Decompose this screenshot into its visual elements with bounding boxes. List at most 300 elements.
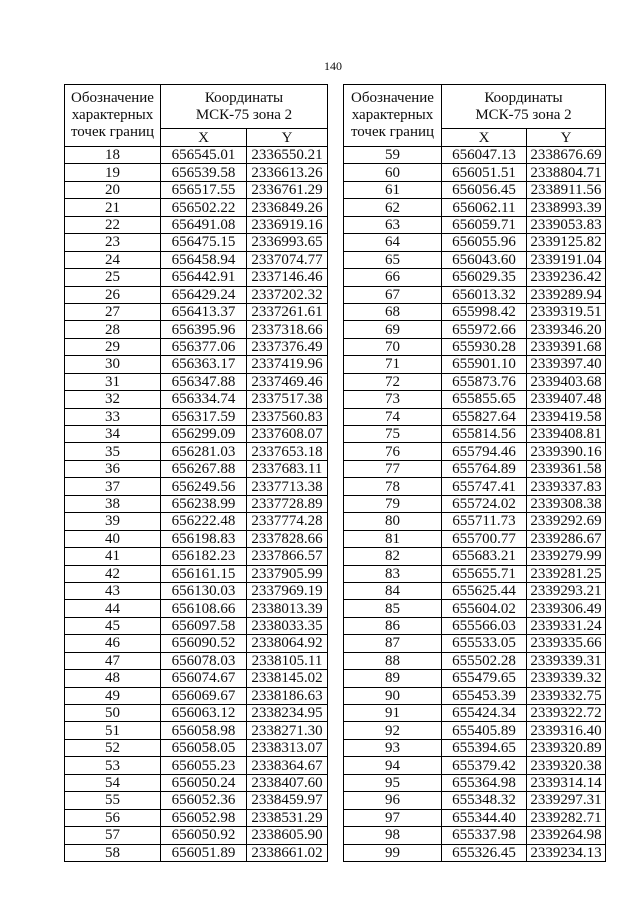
- table-row: [65, 164, 328, 181]
- point-number: 79: [344, 495, 442, 512]
- point-number: 29: [65, 338, 161, 355]
- x-coordinate: 656097.58: [161, 617, 247, 634]
- x-coordinate: 656055.23: [161, 757, 247, 774]
- point-number: 52: [65, 739, 161, 756]
- point-number: 82: [344, 548, 442, 565]
- point-label-header: Обозначение характерных точек границ: [344, 85, 442, 147]
- x-coordinate: 655453.39: [442, 687, 527, 704]
- y-coordinate: 2337376.49: [247, 338, 328, 355]
- point-number: 55: [65, 792, 161, 809]
- y-coordinate: 2338145.02: [247, 670, 328, 687]
- table-row: [344, 792, 606, 809]
- point-number: 53: [65, 757, 161, 774]
- point-number: 44: [65, 600, 161, 617]
- point-number: 22: [65, 216, 161, 233]
- x-coordinate: 655566.03: [442, 617, 527, 634]
- x-coordinate: 656058.98: [161, 722, 247, 739]
- y-coordinate: 2338271.30: [247, 722, 328, 739]
- table-row: [65, 321, 328, 338]
- x-coordinate: 656267.88: [161, 460, 247, 477]
- y-coordinate: 2338676.69: [527, 147, 606, 164]
- x-coordinate: 656238.99: [161, 495, 247, 512]
- y-coordinate: 2337774.28: [247, 513, 328, 530]
- x-coordinate: 656062.11: [442, 199, 527, 216]
- table-row: [344, 216, 606, 233]
- y-coordinate: 2339391.68: [527, 338, 606, 355]
- point-number: 49: [65, 687, 161, 704]
- y-coordinate: 2339306.49: [527, 600, 606, 617]
- y-coordinate: 2338033.35: [247, 617, 328, 634]
- point-number: 26: [65, 286, 161, 303]
- y-coordinate: 2337683.11: [247, 460, 328, 477]
- x-coordinate: 656074.67: [161, 670, 247, 687]
- y-coordinate: 2339322.72: [527, 705, 606, 722]
- point-number: 91: [344, 705, 442, 722]
- table-row: [344, 844, 606, 861]
- x-coordinate: 655337.98: [442, 827, 527, 844]
- table-row: [65, 582, 328, 599]
- table-row: [344, 635, 606, 652]
- table-row: [65, 792, 328, 809]
- table-row: [344, 338, 606, 355]
- x-coordinate: 655998.42: [442, 303, 527, 320]
- y-coordinate: 2337653.18: [247, 443, 328, 460]
- table-row: [65, 635, 328, 652]
- x-coordinate: 656051.51: [442, 164, 527, 181]
- y-coordinate: 2337469.46: [247, 373, 328, 390]
- y-coordinate: 2339332.75: [527, 687, 606, 704]
- table-row: [344, 548, 606, 565]
- x-coordinate: 655901.10: [442, 356, 527, 373]
- x-coordinate: 656458.94: [161, 251, 247, 268]
- y-coordinate: 2339281.25: [527, 565, 606, 582]
- coordinates-header: Координаты МСК-75 зона 2: [161, 85, 328, 129]
- x-coordinate: 656249.56: [161, 478, 247, 495]
- point-number: 67: [344, 286, 442, 303]
- x-coordinate: 655764.89: [442, 460, 527, 477]
- table-row: [344, 827, 606, 844]
- table-row: [344, 495, 606, 512]
- x-coordinate: 656069.67: [161, 687, 247, 704]
- y-coordinate: 2339346.20: [527, 321, 606, 338]
- point-number: 64: [344, 234, 442, 251]
- x-coordinate: 656051.89: [161, 844, 247, 861]
- y-coordinate: 2337969.19: [247, 582, 328, 599]
- table-row: [65, 722, 328, 739]
- point-number: 60: [344, 164, 442, 181]
- point-number: 25: [65, 269, 161, 286]
- coordinates-table-left: [64, 84, 328, 862]
- point-number: 33: [65, 408, 161, 425]
- table-row: [65, 600, 328, 617]
- point-number: 36: [65, 460, 161, 477]
- y-header: Y: [527, 129, 606, 147]
- y-coordinate: 2338364.67: [247, 757, 328, 774]
- y-coordinate: 2338186.63: [247, 687, 328, 704]
- point-number: 19: [65, 164, 161, 181]
- x-coordinate: 656502.22: [161, 199, 247, 216]
- x-coordinate: 655344.40: [442, 809, 527, 826]
- x-coordinate: 656078.03: [161, 652, 247, 669]
- x-coordinate: 655972.66: [442, 321, 527, 338]
- x-coordinate: 656334.74: [161, 391, 247, 408]
- table-row: [344, 408, 606, 425]
- table-row: [65, 303, 328, 320]
- point-number: 58: [65, 844, 161, 861]
- y-coordinate: 2339407.48: [527, 391, 606, 408]
- y-coordinate: 2339316.40: [527, 722, 606, 739]
- x-coordinate: 656052.98: [161, 809, 247, 826]
- x-coordinate: 656052.36: [161, 792, 247, 809]
- point-number: 21: [65, 199, 161, 216]
- y-coordinate: 2338459.97: [247, 792, 328, 809]
- y-coordinate: 2339337.83: [527, 478, 606, 495]
- point-number: 56: [65, 809, 161, 826]
- point-number: 81: [344, 530, 442, 547]
- x-coordinate: 656198.83: [161, 530, 247, 547]
- point-number: 37: [65, 478, 161, 495]
- table-row: [344, 809, 606, 826]
- point-number: 84: [344, 582, 442, 599]
- table-row: [65, 652, 328, 669]
- x-coordinate: 655348.32: [442, 792, 527, 809]
- table-row: [65, 147, 328, 164]
- x-coordinate: 656281.03: [161, 443, 247, 460]
- y-coordinate: 2339331.24: [527, 617, 606, 634]
- table-row: [65, 513, 328, 530]
- x-coordinate: 656050.92: [161, 827, 247, 844]
- point-number: 70: [344, 338, 442, 355]
- x-coordinate: 656347.88: [161, 373, 247, 390]
- table-row: [344, 757, 606, 774]
- x-coordinate: 656299.09: [161, 426, 247, 443]
- y-header: Y: [247, 129, 328, 147]
- table-row: [344, 269, 606, 286]
- point-number: 31: [65, 373, 161, 390]
- x-coordinate: 655405.89: [442, 722, 527, 739]
- y-coordinate: 2339320.38: [527, 757, 606, 774]
- table-row: [65, 234, 328, 251]
- table-row: [65, 705, 328, 722]
- y-coordinate: 2339293.21: [527, 582, 606, 599]
- x-coordinate: 655364.98: [442, 774, 527, 791]
- y-coordinate: 2337146.46: [247, 269, 328, 286]
- table-row: [344, 373, 606, 390]
- point-number: 41: [65, 548, 161, 565]
- table-row: [344, 426, 606, 443]
- x-coordinate: 655700.77: [442, 530, 527, 547]
- y-coordinate: 2337318.66: [247, 321, 328, 338]
- point-number: 88: [344, 652, 442, 669]
- x-coordinate: 656029.35: [442, 269, 527, 286]
- table-row: [65, 286, 328, 303]
- y-coordinate: 2338105.11: [247, 652, 328, 669]
- point-number: 71: [344, 356, 442, 373]
- table-body: [344, 147, 606, 862]
- point-number: 86: [344, 617, 442, 634]
- point-number: 73: [344, 391, 442, 408]
- y-coordinate: 2339292.69: [527, 513, 606, 530]
- y-coordinate: 2337728.89: [247, 495, 328, 512]
- table-row: [344, 513, 606, 530]
- x-coordinate: 656395.96: [161, 321, 247, 338]
- y-coordinate: 2339286.67: [527, 530, 606, 547]
- y-coordinate: 2336761.29: [247, 181, 328, 198]
- x-coordinate: 656090.52: [161, 635, 247, 652]
- point-number: 87: [344, 635, 442, 652]
- point-number: 61: [344, 181, 442, 198]
- x-coordinate: 655711.73: [442, 513, 527, 530]
- table-row: [65, 757, 328, 774]
- y-coordinate: 2339289.94: [527, 286, 606, 303]
- table-row: [344, 234, 606, 251]
- table-row: [65, 670, 328, 687]
- y-coordinate: 2339264.98: [527, 827, 606, 844]
- point-number: 38: [65, 495, 161, 512]
- table-row: [65, 809, 328, 826]
- point-number: 24: [65, 251, 161, 268]
- y-coordinate: 2338313.07: [247, 739, 328, 756]
- x-header: X: [442, 129, 527, 147]
- table-row: [65, 739, 328, 756]
- y-coordinate: 2339236.42: [527, 269, 606, 286]
- y-coordinate: 2337608.07: [247, 426, 328, 443]
- y-coordinate: 2339339.32: [527, 670, 606, 687]
- x-coordinate: 655930.28: [442, 338, 527, 355]
- point-number: 72: [344, 373, 442, 390]
- coordinates-header: Координаты МСК-75 зона 2: [442, 85, 606, 129]
- table-row: [344, 600, 606, 617]
- point-number: 96: [344, 792, 442, 809]
- table-row: [65, 373, 328, 390]
- x-coordinate: 656108.66: [161, 600, 247, 617]
- table-row: [65, 844, 328, 861]
- y-coordinate: 2339191.04: [527, 251, 606, 268]
- table-row: [344, 181, 606, 198]
- x-coordinate: 656539.58: [161, 164, 247, 181]
- table-row: [344, 199, 606, 216]
- point-number: 47: [65, 652, 161, 669]
- table-row: [65, 774, 328, 791]
- coordinates-table-right: [343, 84, 606, 862]
- point-number: 99: [344, 844, 442, 861]
- x-coordinate: 655394.65: [442, 739, 527, 756]
- point-number: 78: [344, 478, 442, 495]
- x-coordinate: 656363.17: [161, 356, 247, 373]
- table-row: [344, 565, 606, 582]
- x-coordinate: 656043.60: [442, 251, 527, 268]
- point-number: 98: [344, 827, 442, 844]
- table-row: [65, 356, 328, 373]
- table-row: [344, 391, 606, 408]
- x-coordinate: 656491.08: [161, 216, 247, 233]
- x-coordinate: 656182.23: [161, 548, 247, 565]
- table-row: [344, 687, 606, 704]
- y-coordinate: 2338605.90: [247, 827, 328, 844]
- y-coordinate: 2338234.95: [247, 705, 328, 722]
- y-coordinate: 2337261.61: [247, 303, 328, 320]
- table-row: [344, 460, 606, 477]
- y-coordinate: 2338531.29: [247, 809, 328, 826]
- y-coordinate: 2339234.13: [527, 844, 606, 861]
- table-row: [65, 408, 328, 425]
- x-coordinate: 656442.91: [161, 269, 247, 286]
- x-coordinate: 655747.41: [442, 478, 527, 495]
- table-row: [65, 251, 328, 268]
- point-number: 42: [65, 565, 161, 582]
- x-coordinate: 656413.37: [161, 303, 247, 320]
- point-number: 35: [65, 443, 161, 460]
- table-row: [344, 739, 606, 756]
- table-header: [344, 85, 606, 147]
- y-coordinate: 2337419.96: [247, 356, 328, 373]
- point-number: 89: [344, 670, 442, 687]
- x-coordinate: 656517.55: [161, 181, 247, 198]
- table-row: [65, 216, 328, 233]
- table-row: [65, 338, 328, 355]
- table-row: [344, 286, 606, 303]
- point-number: 51: [65, 722, 161, 739]
- table-row: [65, 443, 328, 460]
- point-number: 18: [65, 147, 161, 164]
- table-row: [344, 303, 606, 320]
- point-number: 75: [344, 426, 442, 443]
- y-coordinate: 2337074.77: [247, 251, 328, 268]
- table-row: [344, 321, 606, 338]
- point-number: 39: [65, 513, 161, 530]
- x-coordinate: 655479.65: [442, 670, 527, 687]
- table-row: [344, 164, 606, 181]
- table-row: [65, 495, 328, 512]
- y-coordinate: 2338661.02: [247, 844, 328, 861]
- y-coordinate: 2339314.14: [527, 774, 606, 791]
- x-coordinate: 655873.76: [442, 373, 527, 390]
- x-coordinate: 656377.06: [161, 338, 247, 355]
- table-row: [344, 251, 606, 268]
- x-coordinate: 656063.12: [161, 705, 247, 722]
- point-number: 95: [344, 774, 442, 791]
- x-coordinate: 656475.15: [161, 234, 247, 251]
- table-row: [344, 617, 606, 634]
- x-coordinate: 656130.03: [161, 582, 247, 599]
- table-row: [344, 443, 606, 460]
- table-row: [65, 617, 328, 634]
- table-row: [344, 356, 606, 373]
- header-row: [65, 85, 328, 129]
- y-coordinate: 2339403.68: [527, 373, 606, 390]
- table-row: [344, 670, 606, 687]
- x-coordinate: 656545.01: [161, 147, 247, 164]
- point-number: 30: [65, 356, 161, 373]
- table-row: [65, 548, 328, 565]
- y-coordinate: 2336613.26: [247, 164, 328, 181]
- x-coordinate: 656058.05: [161, 739, 247, 756]
- y-coordinate: 2339335.66: [527, 635, 606, 652]
- y-coordinate: 2337866.57: [247, 548, 328, 565]
- table-row: [344, 478, 606, 495]
- table-row: [65, 687, 328, 704]
- point-number: 65: [344, 251, 442, 268]
- y-coordinate: 2338993.39: [527, 199, 606, 216]
- table-row: [344, 530, 606, 547]
- point-number: 45: [65, 617, 161, 634]
- point-number: 77: [344, 460, 442, 477]
- point-number: 28: [65, 321, 161, 338]
- point-number: 43: [65, 582, 161, 599]
- point-number: 66: [344, 269, 442, 286]
- table-body: [65, 147, 328, 862]
- x-coordinate: 656161.15: [161, 565, 247, 582]
- x-coordinate: 655683.21: [442, 548, 527, 565]
- table-row: [344, 582, 606, 599]
- point-number: 50: [65, 705, 161, 722]
- point-number: 85: [344, 600, 442, 617]
- table-row: [65, 565, 328, 582]
- y-coordinate: 2336550.21: [247, 147, 328, 164]
- y-coordinate: 2339125.82: [527, 234, 606, 251]
- y-coordinate: 2338064.92: [247, 635, 328, 652]
- table-row: [65, 460, 328, 477]
- point-label-header: Обозначение характерных точек границ: [65, 85, 161, 147]
- point-number: 69: [344, 321, 442, 338]
- y-coordinate: 2336849.26: [247, 199, 328, 216]
- x-coordinate: 656050.24: [161, 774, 247, 791]
- point-number: 20: [65, 181, 161, 198]
- x-coordinate: 655502.28: [442, 652, 527, 669]
- point-number: 32: [65, 391, 161, 408]
- table-row: [65, 269, 328, 286]
- y-coordinate: 2337560.83: [247, 408, 328, 425]
- point-number: 80: [344, 513, 442, 530]
- y-coordinate: 2337828.66: [247, 530, 328, 547]
- table-row: [344, 652, 606, 669]
- x-coordinate: 655724.02: [442, 495, 527, 512]
- header-row: [344, 85, 606, 129]
- x-coordinate: 655794.46: [442, 443, 527, 460]
- point-number: 68: [344, 303, 442, 320]
- table-row: [65, 478, 328, 495]
- y-coordinate: 2339319.51: [527, 303, 606, 320]
- y-coordinate: 2339390.16: [527, 443, 606, 460]
- y-coordinate: 2337905.99: [247, 565, 328, 582]
- x-coordinate: 656222.48: [161, 513, 247, 530]
- point-number: 93: [344, 739, 442, 756]
- table-row: [65, 530, 328, 547]
- table-row: [65, 391, 328, 408]
- x-coordinate: 655326.45: [442, 844, 527, 861]
- table-row: [65, 181, 328, 198]
- point-number: 74: [344, 408, 442, 425]
- point-number: 23: [65, 234, 161, 251]
- y-coordinate: 2338407.60: [247, 774, 328, 791]
- x-coordinate: 655814.56: [442, 426, 527, 443]
- y-coordinate: 2339339.31: [527, 652, 606, 669]
- x-coordinate: 656429.24: [161, 286, 247, 303]
- y-coordinate: 2339053.83: [527, 216, 606, 233]
- table-row: [344, 705, 606, 722]
- point-number: 46: [65, 635, 161, 652]
- point-number: 97: [344, 809, 442, 826]
- x-coordinate: 656047.13: [442, 147, 527, 164]
- y-coordinate: 2337202.32: [247, 286, 328, 303]
- point-number: 92: [344, 722, 442, 739]
- point-number: 34: [65, 426, 161, 443]
- point-number: 63: [344, 216, 442, 233]
- x-coordinate: 655533.05: [442, 635, 527, 652]
- table-row: [344, 722, 606, 739]
- x-coordinate: 656056.45: [442, 181, 527, 198]
- table-row: [65, 426, 328, 443]
